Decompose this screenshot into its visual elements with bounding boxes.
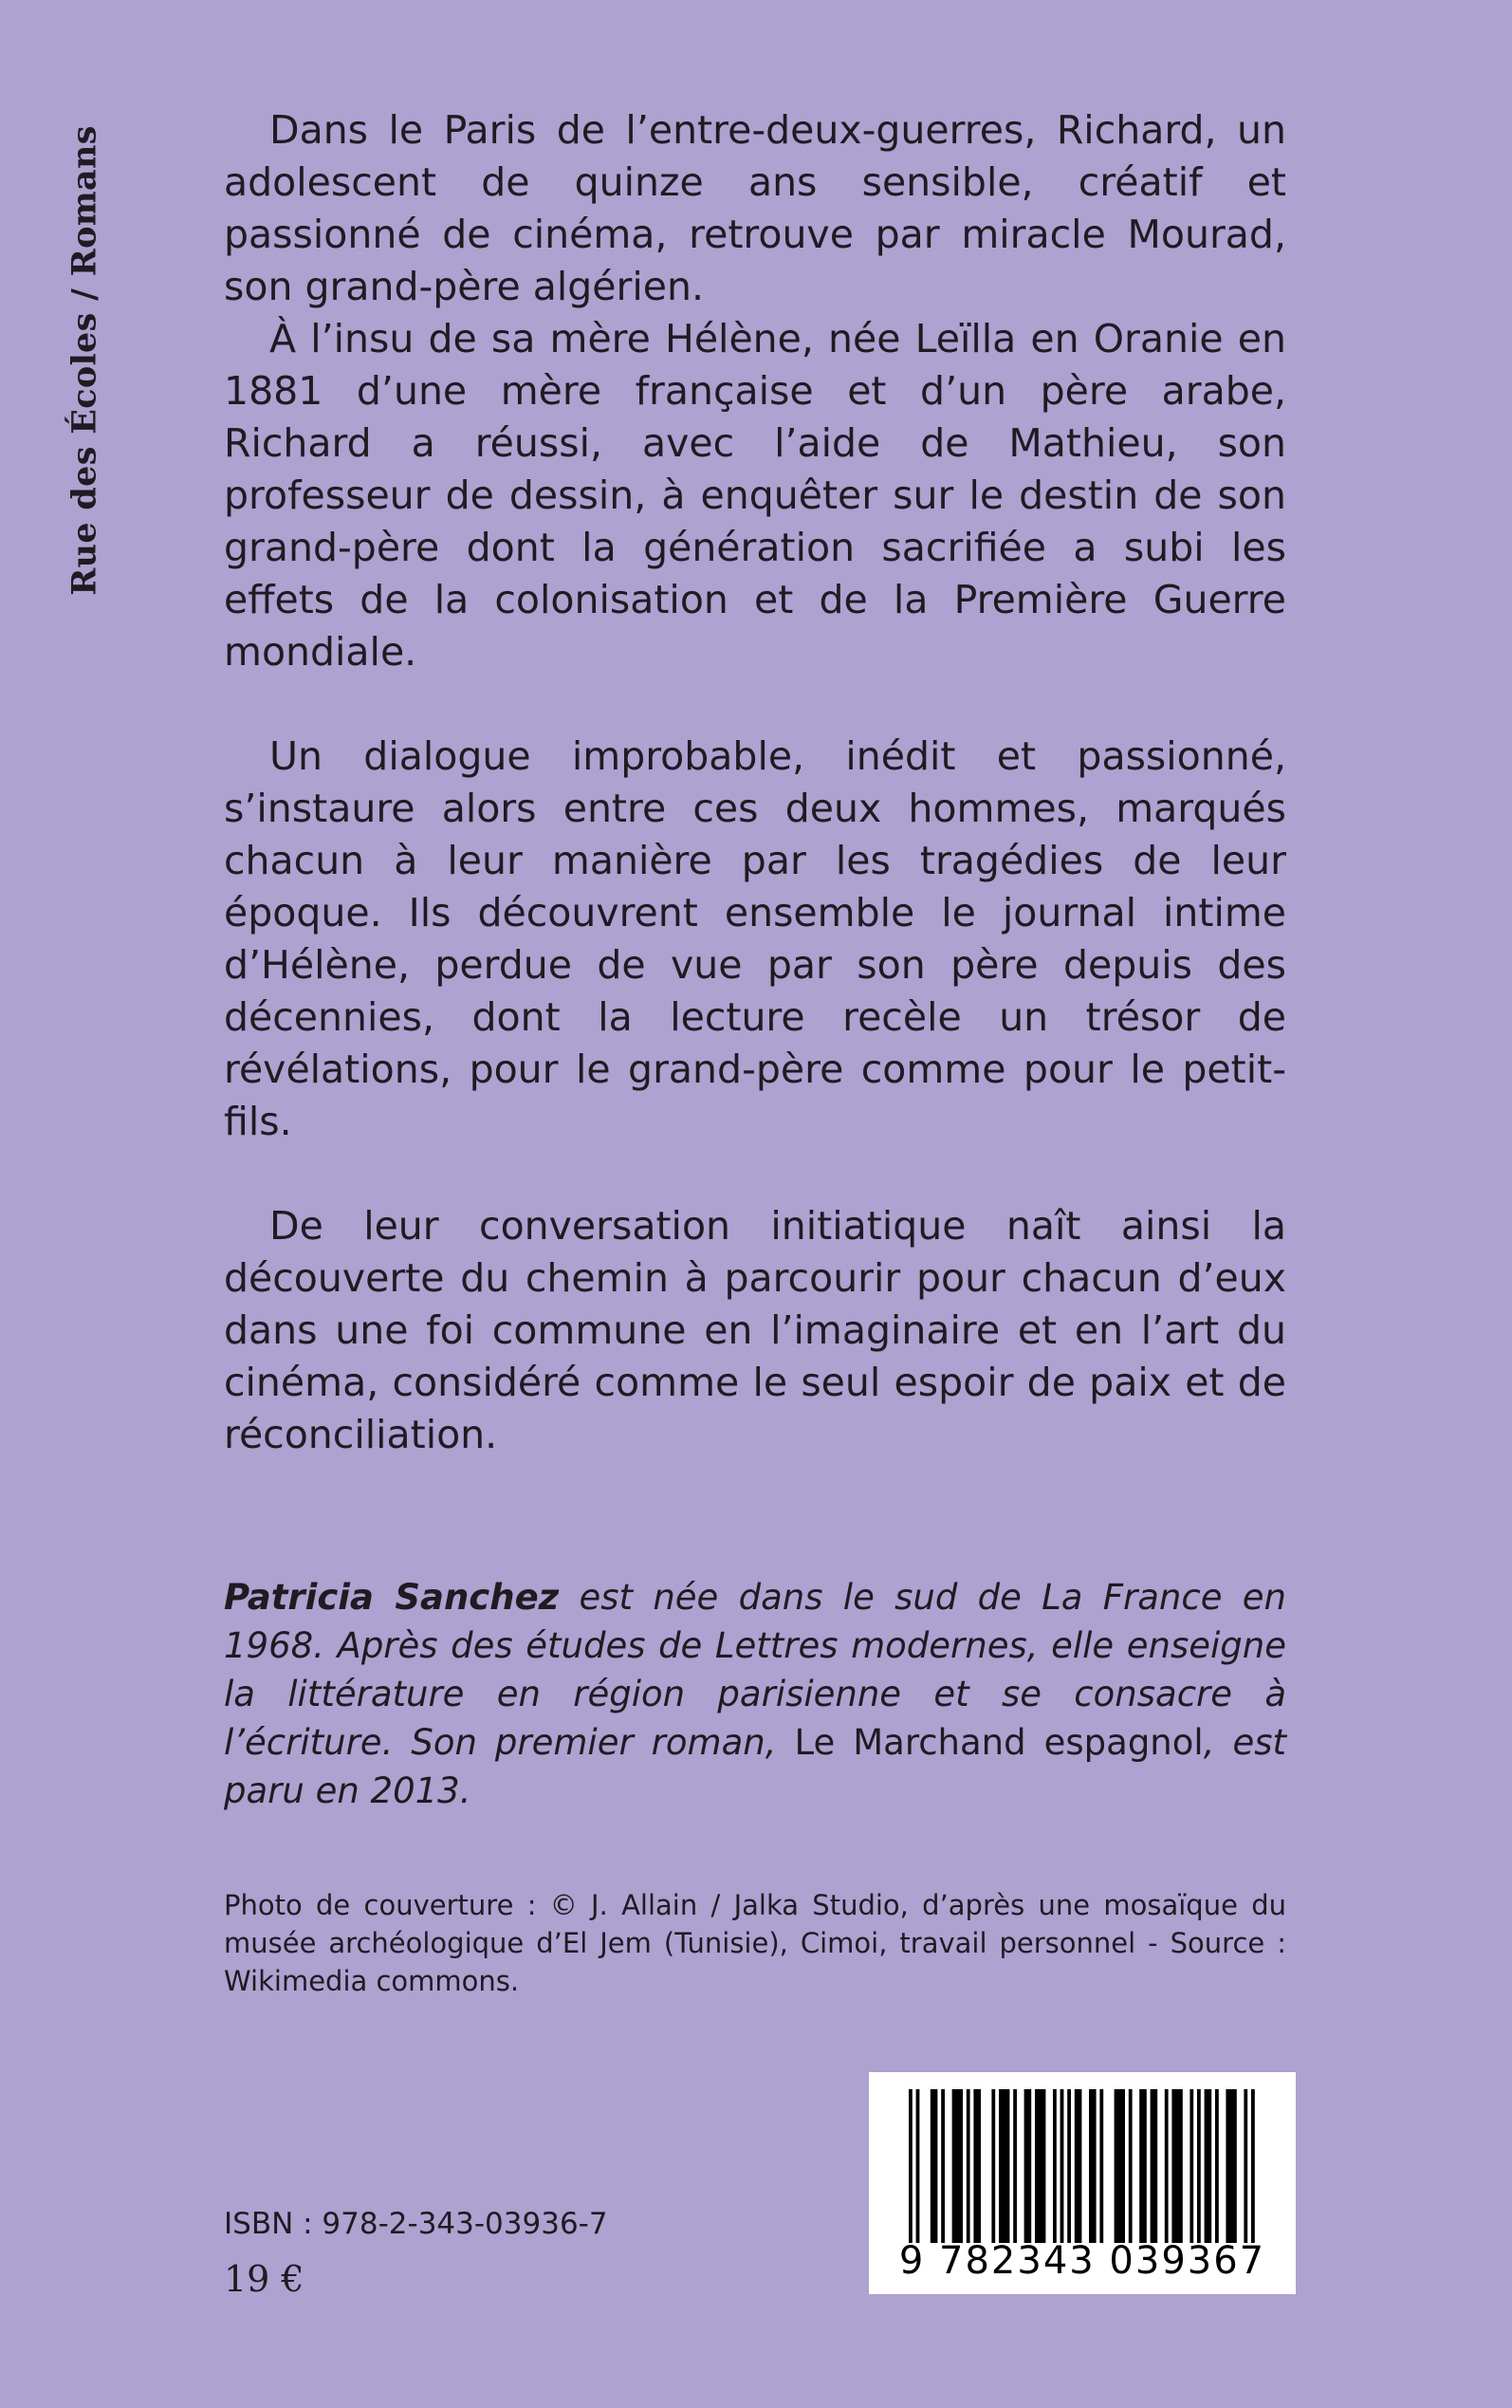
barcode-bar bbox=[999, 2089, 1009, 2243]
bio-text-b: , est paru en 2013. bbox=[224, 1722, 1287, 1811]
barcode-bar bbox=[916, 2089, 920, 2243]
author-name: Patricia Sanchez bbox=[224, 1577, 560, 1618]
barcode-bar bbox=[967, 2089, 970, 2243]
barcode-bar bbox=[1013, 2089, 1017, 2243]
barcode-bar bbox=[1067, 2089, 1071, 2243]
barcode-bar bbox=[1115, 2089, 1125, 2243]
blurb-paragraph-2: À l’insu de sa mère Hélène, née Leïlla en Oranie en 1881 d’une mère française et d’un père arabe, Richard a réussi, avec l’aide de Mathieu, son professeur de dessin, à enquêter sur le destin de son grand-père dont la génération sacrifiée a subi les effets de la colonisation et de la Première Guerre mondiale. bbox=[224, 316, 1286, 675]
price: 19 € bbox=[224, 2258, 304, 2300]
barcode-bar bbox=[1171, 2089, 1182, 2243]
blurb-paragraph-1: Dans le Paris de l’entre-deux-guerres, Richard, un adolescent de quinze ans sensible, créatif et passionné de cinéma, retrouve par miracle Mourad, son grand-père algérien. bbox=[224, 107, 1286, 309]
barcode-bar bbox=[1099, 2089, 1103, 2243]
barcode-bar bbox=[1060, 2089, 1064, 2243]
barcode-digits: 9 782343 039367 bbox=[898, 2239, 1266, 2283]
bio-text-a: est née dans le sud de La France en 1968. Après des études de Lettres modernes, elle enseigne la littérature en région parisienne et se consacre à l’écriture. Son premier roman, bbox=[224, 1577, 1286, 1763]
barcode-bar bbox=[1165, 2089, 1169, 2243]
barcode-bar bbox=[952, 2089, 963, 2243]
barcode-bar bbox=[1035, 2089, 1045, 2243]
barcode-bar bbox=[991, 2089, 995, 2243]
isbn: ISBN : 978-2-343-03936-7 bbox=[224, 2207, 608, 2241]
blurb-paragraph-4: De leur conversation initiatique naît ainsi la découverte du chemin à parcourir pour chacun d’eux dans une foi commune en l’imaginaire et en l’art du cinéma, considéré comme le seul espoir de paix et de réconciliation. bbox=[224, 1203, 1286, 1457]
barcode-bar bbox=[1024, 2089, 1032, 2243]
barcode-bar bbox=[1251, 2089, 1255, 2243]
barcode-bar bbox=[1089, 2089, 1097, 2243]
barcode-bar bbox=[1151, 2089, 1158, 2243]
photo-credit: Photo de couverture : © J. Allain / Jalka Studio, d’après une mosaïque du musée archéologique d’El Jem (Tunisie), Cimoi, travail personnel - Source : Wikimedia commons. bbox=[224, 1889, 1286, 1997]
barcode-bar bbox=[1189, 2089, 1193, 2243]
book-title: Le Marchand espagnol bbox=[794, 1722, 1204, 1763]
barcode-bar bbox=[941, 2089, 945, 2243]
barcode-bar bbox=[1226, 2089, 1236, 2243]
barcode bbox=[869, 2072, 1296, 2294]
blurb bbox=[224, 104, 1286, 1461]
barcode-bar bbox=[1129, 2089, 1133, 2243]
barcode-bar bbox=[1215, 2089, 1219, 2243]
barcode-bar bbox=[931, 2089, 938, 2243]
barcode-bar bbox=[1075, 2089, 1082, 2243]
series-title: Rue des Écoles / Romans bbox=[65, 125, 104, 596]
barcode-bar bbox=[1139, 2089, 1147, 2243]
spine-series-label bbox=[52, 95, 117, 626]
barcode-bar bbox=[1053, 2089, 1057, 2243]
barcode-bar bbox=[909, 2089, 913, 2243]
author-bio bbox=[224, 1573, 1286, 1815]
barcode-bar bbox=[1197, 2089, 1201, 2243]
back-cover-text bbox=[224, 104, 1286, 2000]
blurb-paragraph-3: Un dialogue improbable, inédit et passionné, s’instaure alors entre ces deux hommes, marqués chacun à leur manière par les tragédies de leur époque. Ils découvrent ensemble le journal intime d’Hélène, perdue de vue par son père depuis des décennies, dont la lecture recèle un trésor de révélations, pour le grand-père comme pour le petit-fils. bbox=[224, 733, 1286, 1144]
barcode-bar bbox=[1205, 2089, 1212, 2243]
barcode-bar bbox=[973, 2089, 981, 2243]
barcode-bar bbox=[1244, 2089, 1247, 2243]
